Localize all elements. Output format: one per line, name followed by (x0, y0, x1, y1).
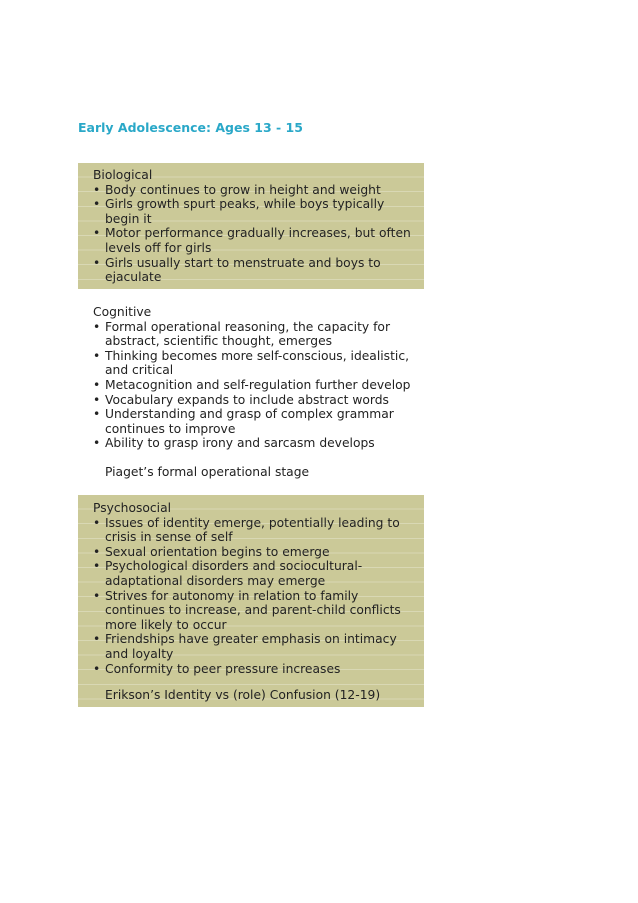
list-item: • Ability to grasp irony and sarcasm develops (93, 436, 416, 451)
psychosocial-list (93, 516, 416, 677)
cognitive-stage-note: Piaget’s formal operational stage (105, 464, 310, 479)
list-item: • Metacognition and self-regulation further develop (93, 378, 416, 393)
list-item: • Friendships have greater emphasis on intimacy and loyalty (93, 632, 416, 661)
list-item: • Vocabulary expands to include abstract words (93, 393, 416, 408)
cognitive-list (93, 320, 416, 451)
cognitive-title: Cognitive (93, 305, 152, 319)
list-item: • Psychological disorders and sociocultural-adaptational disorders may emerge (93, 559, 416, 588)
biological-section (78, 163, 424, 289)
biological-title: Biological (93, 168, 153, 182)
list-item: • Formal operational reasoning, the capacity for abstract, scientific thought, emerges (93, 320, 416, 349)
list-item: • Girls growth spurt peaks, while boys typically begin it (93, 197, 416, 226)
cognitive-section (78, 305, 424, 480)
psychosocial-section (78, 495, 424, 707)
list-item: • Understanding and grasp of complex grammar continues to improve (93, 407, 416, 436)
list-item: • Body continues to grow in height and weight (93, 183, 416, 198)
list-item: • Girls usually start to menstruate and boys to ejaculate (93, 256, 416, 285)
page-heading: Early Adolescence: Ages 13 - 15 (78, 120, 303, 135)
list-item: • Conformity to peer pressure increases (93, 662, 416, 677)
list-item: • Thinking becomes more self-conscious, idealistic, and critical (93, 349, 416, 378)
list-item: • Strives for autonomy in relation to family continues to increase, and parent-child conflicts more likely to occur (93, 589, 416, 633)
biological-list (93, 183, 416, 285)
list-item: • Motor performance gradually increases, but often levels off for girls (93, 226, 416, 255)
psychosocial-stage-note: Erikson’s Identity vs (role) Confusion (12-19) (105, 688, 381, 703)
psychosocial-title: Psychosocial (93, 501, 172, 515)
list-item: • Sexual orientation begins to emerge (93, 545, 416, 560)
list-item: • Issues of identity emerge, potentially leading to crisis in sense of self (93, 516, 416, 545)
